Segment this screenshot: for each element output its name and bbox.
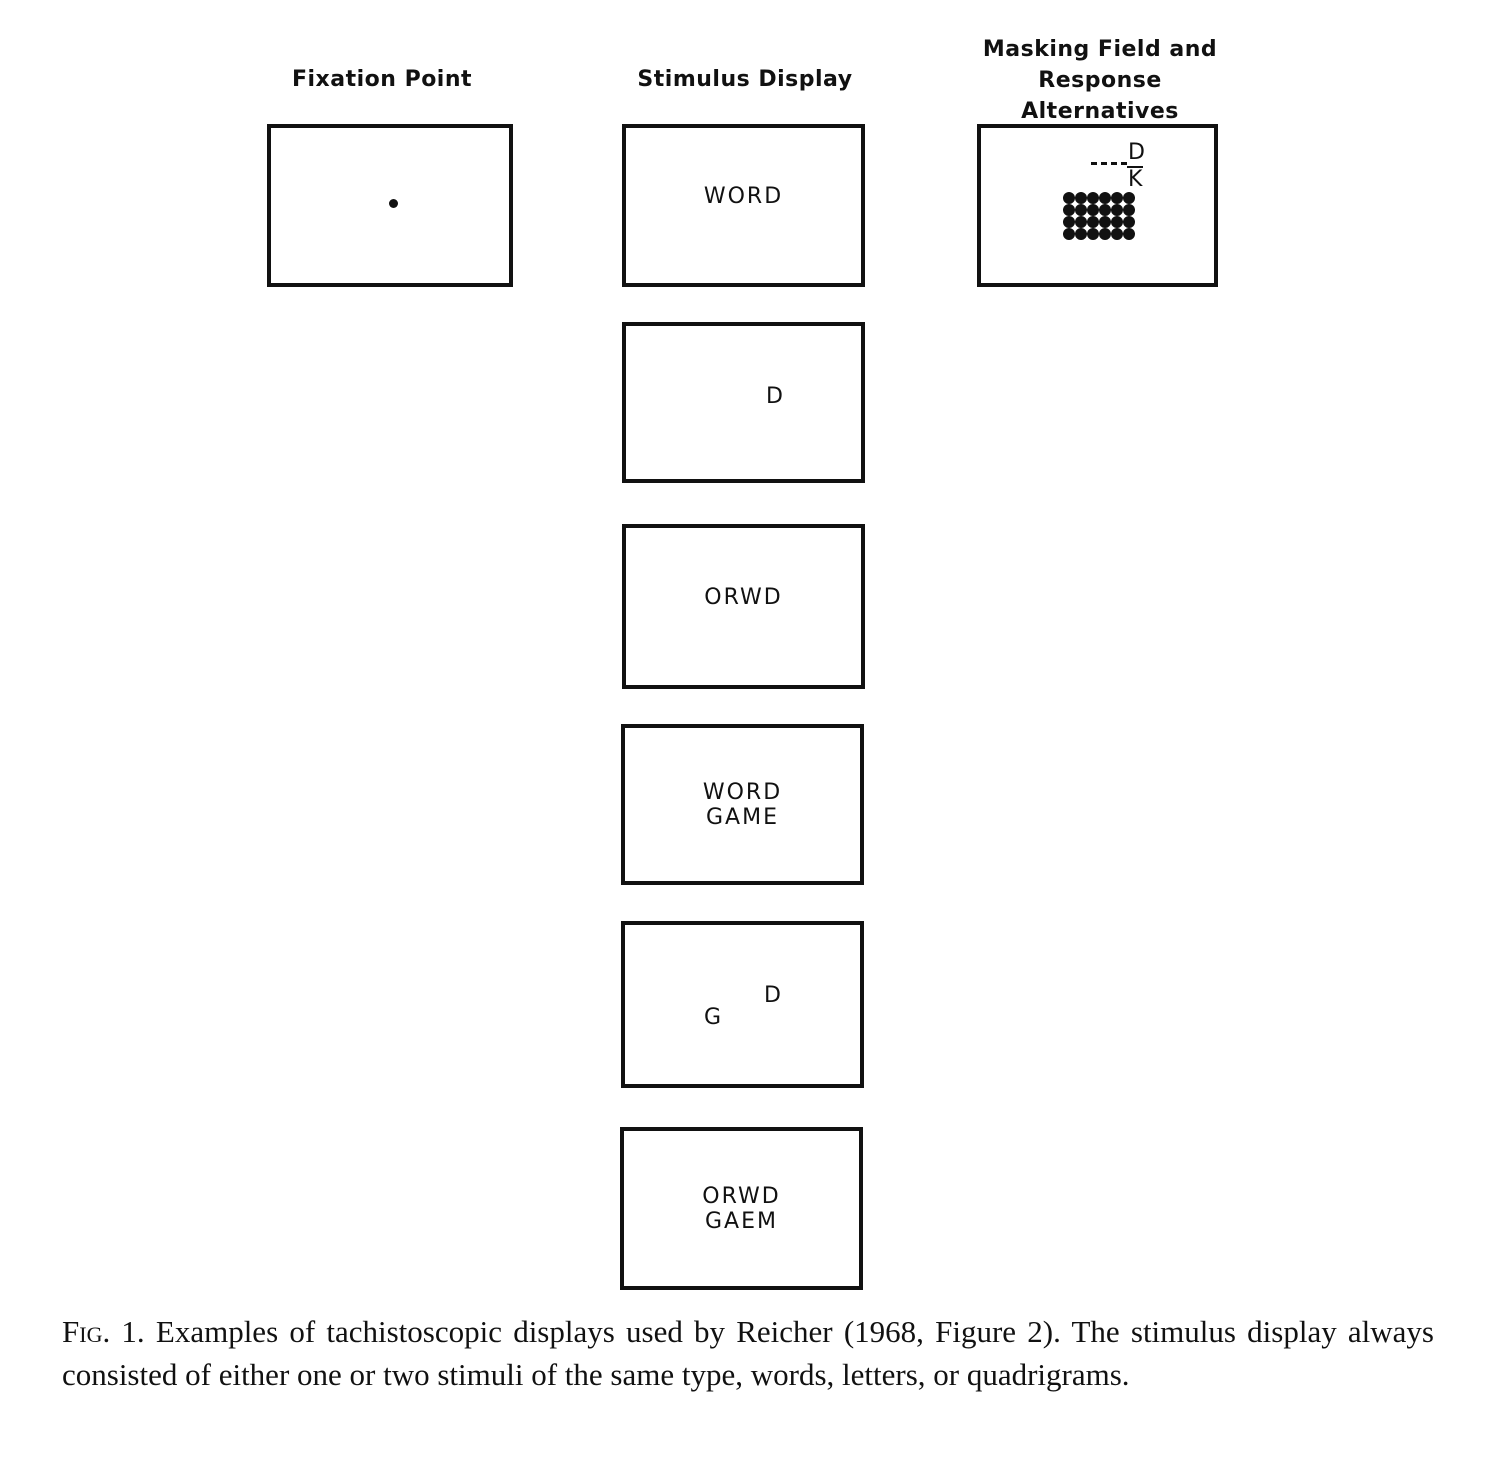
stimulus-text: D bbox=[766, 384, 785, 409]
mask-dot-icon bbox=[1111, 216, 1123, 228]
mask-dot-icon bbox=[1123, 204, 1135, 216]
fixation-panel bbox=[267, 124, 513, 287]
mask-dot-icon bbox=[1063, 192, 1075, 204]
fixation-point-heading: Fixation Point bbox=[291, 67, 473, 92]
mask-dot-icon bbox=[1075, 216, 1087, 228]
mask-dot-icon bbox=[1087, 228, 1099, 240]
mask-dot-icon bbox=[1099, 216, 1111, 228]
stimulus-panel-two-words bbox=[621, 724, 864, 885]
stimulus-panel-word bbox=[622, 124, 865, 287]
mask-dot-icon bbox=[1123, 192, 1135, 204]
masking-heading-line2: Response Alternatives bbox=[1021, 68, 1179, 124]
caption-text: Examples of tachistoscopic displays used by Reicher (1968, Figure 2). The stimulus display always consisted of either one or two stimuli of the same type, words, letters, or quadrigrams. bbox=[62, 1314, 1434, 1392]
mask-dot-grid bbox=[1063, 192, 1135, 240]
mask-dot-icon bbox=[1099, 204, 1111, 216]
stimulus-text-line1: WORD bbox=[702, 780, 783, 805]
stimulus-panel-quadrigram bbox=[622, 524, 865, 689]
stimulus-panel-two-quadrigrams bbox=[620, 1127, 863, 1290]
stimulus-text: ORWD bbox=[704, 585, 783, 610]
masking-heading-line1: Masking Field and bbox=[982, 37, 1218, 62]
mask-dot-icon bbox=[1123, 216, 1135, 228]
mask-dot-icon bbox=[1111, 228, 1123, 240]
mask-dot-icon bbox=[1111, 204, 1123, 216]
stimulus-panel-letter bbox=[622, 322, 865, 483]
mask-dot-icon bbox=[1087, 216, 1099, 228]
mask-dot-icon bbox=[1123, 228, 1135, 240]
mask-dot-icon bbox=[1087, 204, 1099, 216]
mask-dot-icon bbox=[1063, 204, 1075, 216]
stimulus-letter-left: G bbox=[704, 1005, 724, 1030]
mask-dot-icon bbox=[1075, 192, 1087, 204]
mask-dot-icon bbox=[1099, 192, 1111, 204]
mask-dot-icon bbox=[1075, 228, 1087, 240]
stimulus-panel-two-letters bbox=[621, 921, 864, 1088]
figure-label: Fig. 1. bbox=[62, 1314, 145, 1349]
mask-dot-icon bbox=[1063, 216, 1075, 228]
position-dashes bbox=[1091, 162, 1127, 165]
figure-caption bbox=[62, 1310, 1434, 1396]
masking-field-panel bbox=[977, 124, 1218, 287]
fixation-dot-icon bbox=[389, 199, 398, 208]
mask-dot-icon bbox=[1087, 192, 1099, 204]
mask-dot-icon bbox=[1111, 192, 1123, 204]
masking-field-heading bbox=[960, 34, 1240, 127]
stimulus-display-heading: Stimulus Display bbox=[637, 67, 853, 92]
stimulus-text-line2: GAME bbox=[706, 805, 779, 830]
stimulus-letter-right: D bbox=[764, 983, 783, 1008]
mask-dot-icon bbox=[1075, 204, 1087, 216]
stimulus-text-line2: GAEM bbox=[705, 1209, 778, 1234]
response-alternative-top: D bbox=[1128, 140, 1145, 165]
stimulus-text: WORD bbox=[703, 184, 784, 209]
stimulus-text-line1: ORWD bbox=[702, 1184, 781, 1209]
mask-dot-icon bbox=[1099, 228, 1111, 240]
response-alternative-bottom: K bbox=[1128, 167, 1143, 192]
mask-dot-icon bbox=[1063, 228, 1075, 240]
